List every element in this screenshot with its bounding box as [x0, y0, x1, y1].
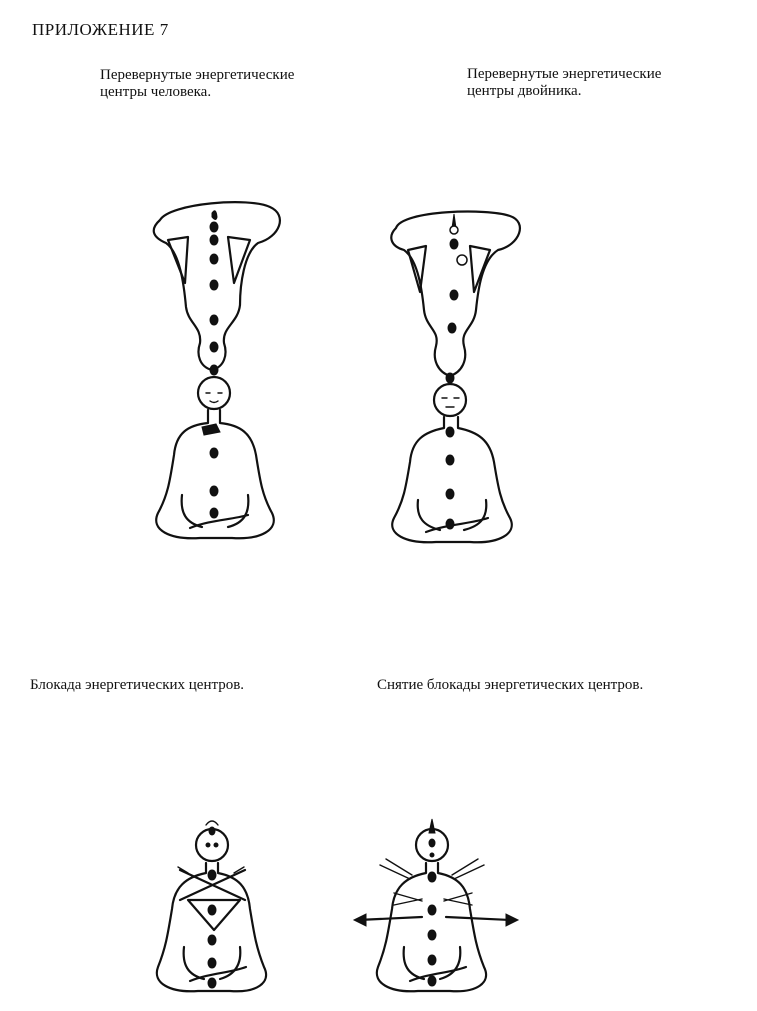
energy-centers — [202, 211, 220, 518]
energy-centers — [206, 827, 218, 988]
caption-inverted-double: Перевернутые энергетические центры двойника. — [467, 66, 662, 99]
figure-blockade-removal — [350, 815, 530, 1000]
arrow-icon — [354, 914, 518, 926]
figure-inverted-double — [378, 200, 528, 555]
figure-blockade — [150, 815, 270, 1000]
energy-centers — [428, 819, 436, 986]
caption-inverted-human: Перевернутые энергетические центры человека. — [100, 67, 295, 100]
page-heading: ПРИЛОЖЕНИЕ 7 — [32, 20, 169, 39]
caption-blockade-removal: Снятие блокады энергетических центров. — [377, 677, 644, 693]
caption-blockade: Блокада энергетических центров. — [30, 677, 245, 693]
figure-inverted-human — [140, 195, 290, 555]
